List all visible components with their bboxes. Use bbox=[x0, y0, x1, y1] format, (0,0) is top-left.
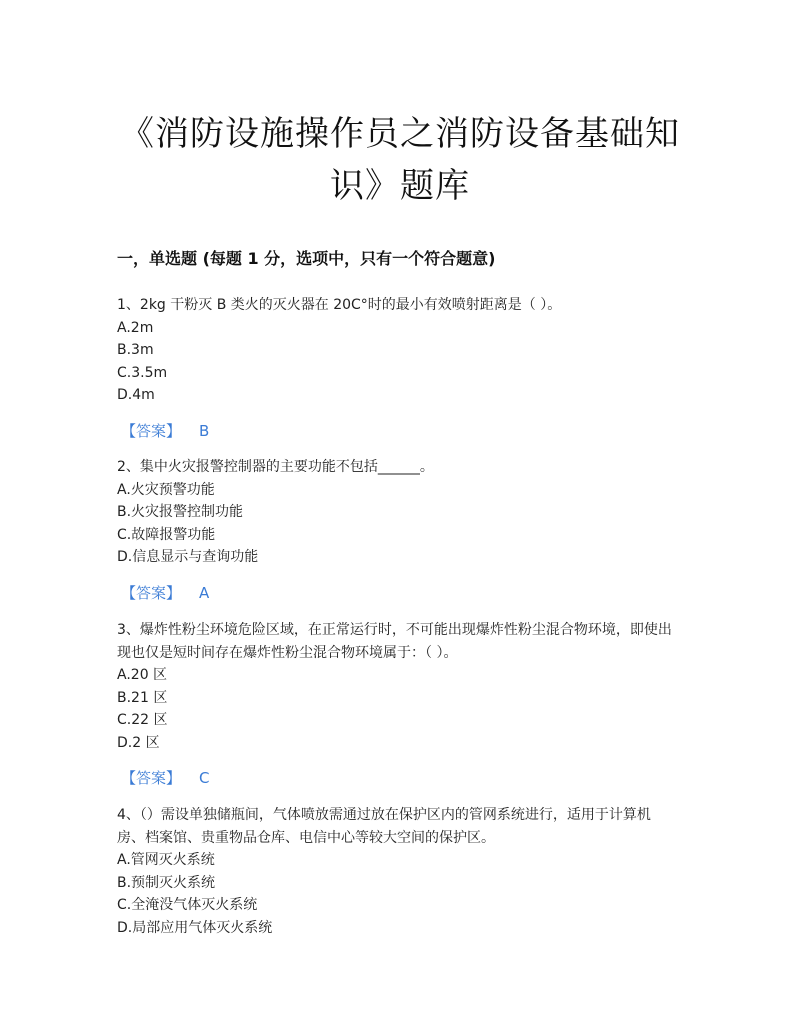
option-d: D.信息显示与查询功能 bbox=[117, 549, 259, 565]
answer-1 bbox=[121, 420, 209, 441]
option-c: C.全淹没气体灭火系统 bbox=[117, 897, 258, 913]
option-a: A.2m bbox=[117, 319, 154, 336]
option-a: A.火灾预警功能 bbox=[117, 481, 215, 498]
question-2 bbox=[117, 456, 677, 569]
option-c: C.3.5m bbox=[117, 364, 168, 381]
option-c: C.22 区 bbox=[117, 712, 168, 728]
option-b: B.预制灭火系统 bbox=[117, 874, 216, 891]
option-a: A.管网灭火系统 bbox=[117, 852, 215, 868]
option-b: B.火灾报警控制功能 bbox=[117, 504, 244, 520]
answer-value: B bbox=[199, 422, 210, 440]
option-d: D.2 区 bbox=[117, 734, 160, 751]
question-stem: 2、集中火灾报警控制器的主要功能不包括______。 bbox=[117, 459, 434, 475]
option-d: D.局部应用气体灭火系统 bbox=[117, 919, 273, 936]
question-3 bbox=[117, 619, 677, 754]
document-title-line-1: 《消防设施操作员之消防设备基础知 bbox=[120, 114, 680, 154]
option-a: A.20 区 bbox=[117, 667, 168, 683]
answer-label: 【答案】 bbox=[121, 422, 182, 440]
answer-label: 【答案】 bbox=[121, 584, 182, 602]
option-b: B.21 区 bbox=[117, 689, 168, 706]
answer-2 bbox=[121, 582, 209, 603]
section-heading: 一，单选题 (每题 1 分，选项中，只有一个符合题意) bbox=[117, 249, 496, 268]
answer-3 bbox=[121, 767, 210, 788]
question-stem: 4、（）需设单独储瓶间，气体喷放需通过放在保护区内的管网系统进行，适用于计算机房、档案馆、贵重物品仓库、电信中心等较大空间的保护区。 bbox=[117, 807, 651, 846]
answer-label: 【答案】 bbox=[121, 769, 182, 787]
answer-value: C bbox=[199, 769, 210, 787]
document-title-line-2: 识》题库 bbox=[330, 166, 470, 206]
question-stem: 1、2kg 干粉灭 B 类火的灭火器在 20C°时的最小有效喷射距离是（ ）。 bbox=[117, 297, 562, 313]
question-4 bbox=[117, 804, 677, 939]
question-1 bbox=[117, 294, 677, 407]
option-b: B.3m bbox=[117, 342, 154, 358]
option-d: D.4m bbox=[117, 387, 155, 403]
answer-value: A bbox=[199, 584, 210, 602]
option-c: C.故障报警功能 bbox=[117, 526, 216, 543]
question-stem: 3、爆炸性粉尘环境危险区域，在正常运行时，不可能出现爆炸性粉尘混合物环境，即使出现也仅是短时间存在爆炸性粉尘混合物环境属于：（ ）。 bbox=[117, 622, 672, 661]
